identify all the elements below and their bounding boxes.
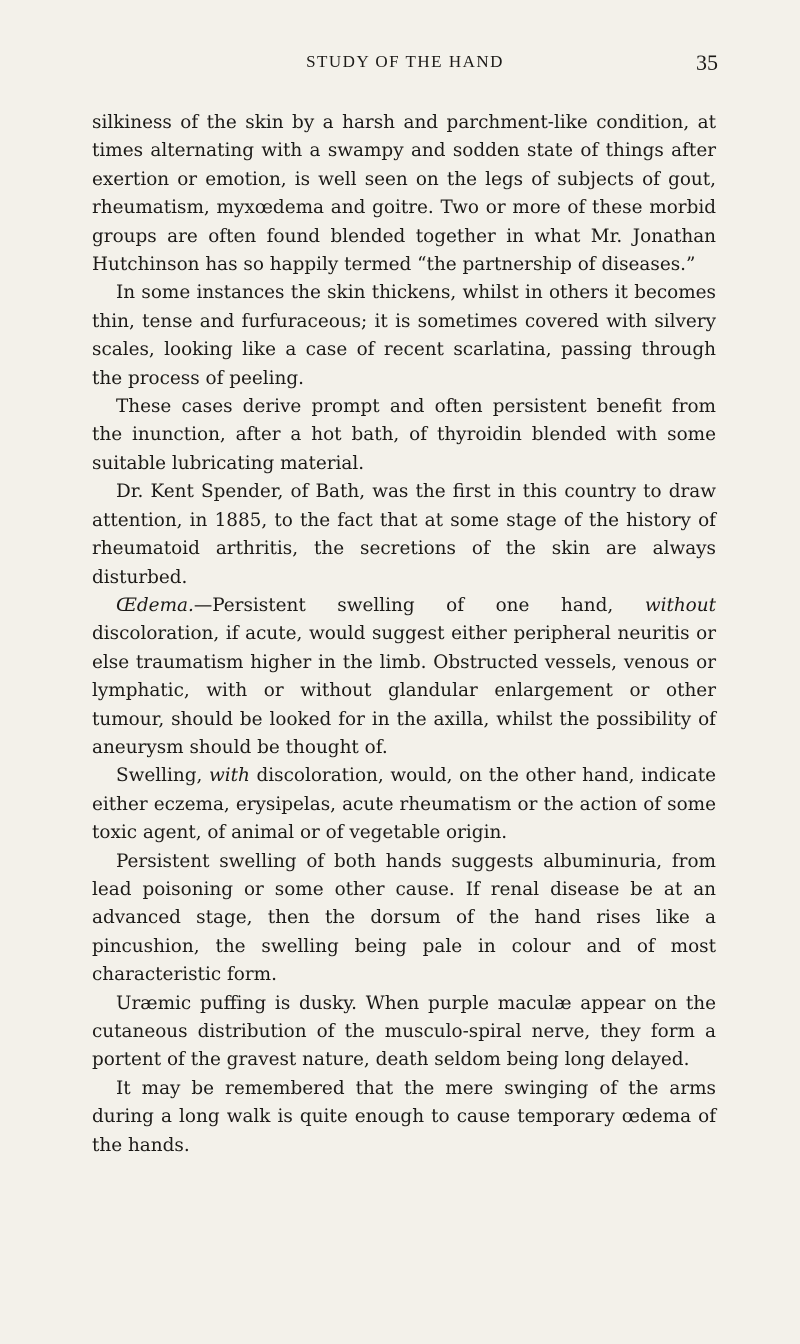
- running-title: STUDY OF THE HAND: [306, 52, 504, 71]
- paragraph: In some instances the skin thickens, whilst in others it becomes thin, tense and furfuraceous; it is sometimes covered with silvery scales, looking like a case of recent scarlatina, passing through the process of peeling.: [92, 282, 716, 389]
- paragraph-segment: —Persistent swelling of one hand,: [193, 594, 645, 616]
- paragraph-segment: discoloration, if acute, would suggest either peripheral neuritis or else traumatism higher in the limb. Obstructed vessels, venous or lymphatic, with or without glandular enlargement or other tumour, should be looked for in the axilla, whilst the possibility of aneurysm should be thought of.: [92, 623, 716, 758]
- section-heading-oedema: Œdema.: [116, 594, 194, 616]
- emphasis: without: [644, 594, 716, 616]
- emphasis: with: [208, 765, 250, 787]
- page-number: 35: [696, 50, 718, 75]
- paragraph: These cases derive prompt and often persistent benefit from the inunction, after a hot bath, of thyroidin blended with some suitable lubricating material.: [92, 396, 716, 474]
- paragraph: It may be remembered that the mere swinging of the arms during a long walk is quite enough to cause temporary œdema of the hands.: [92, 1077, 716, 1156]
- paragraph-oedema: [92, 592, 716, 762]
- paragraph: silkiness of the skin by a harsh and parchment-like condition, at times alternating with a swampy and sodden state of things after exertion or emotion, is well seen on the legs of subjects of gout, rheumatism, myxœdema and goitre. Two or more of these morbid groups are often found blended together in what Mr. Jonathan Hutchinson has so happily termed “the partnership of diseases.”: [92, 112, 716, 276]
- paragraph: Persistent swelling of both hands suggests albuminuria, from lead poisoning or some other cause. If renal disease be at an advanced stage, then the dorsum of the hand rises like a pincushion, the swelling being pale in colour and of most characteristic form.: [92, 850, 716, 986]
- body-text: [92, 109, 716, 1160]
- paragraph-segment: Swelling,: [116, 765, 209, 787]
- paragraph: Dr. Kent Spender, of Bath, was the first in this country to draw attention, in 1885, to the fact that at some stage of the history of rheumatoid arthritis, the secretions of the skin are always disturbed.: [92, 481, 716, 588]
- paragraph: [92, 762, 716, 847]
- paragraph: Uræmic puffing is dusky. When purple maculæ appear on the cutaneous distribution of the musculo-spiral nerve, they form a portent of the gravest nature, death seldom being long delayed.: [92, 992, 716, 1071]
- paragraph-segment: discoloration, would, on the other hand, indicate either eczema, erysipelas, acute rheumatism or the action of some toxic agent, of animal or of vegetable origin.: [92, 765, 716, 844]
- running-head: [92, 50, 718, 78]
